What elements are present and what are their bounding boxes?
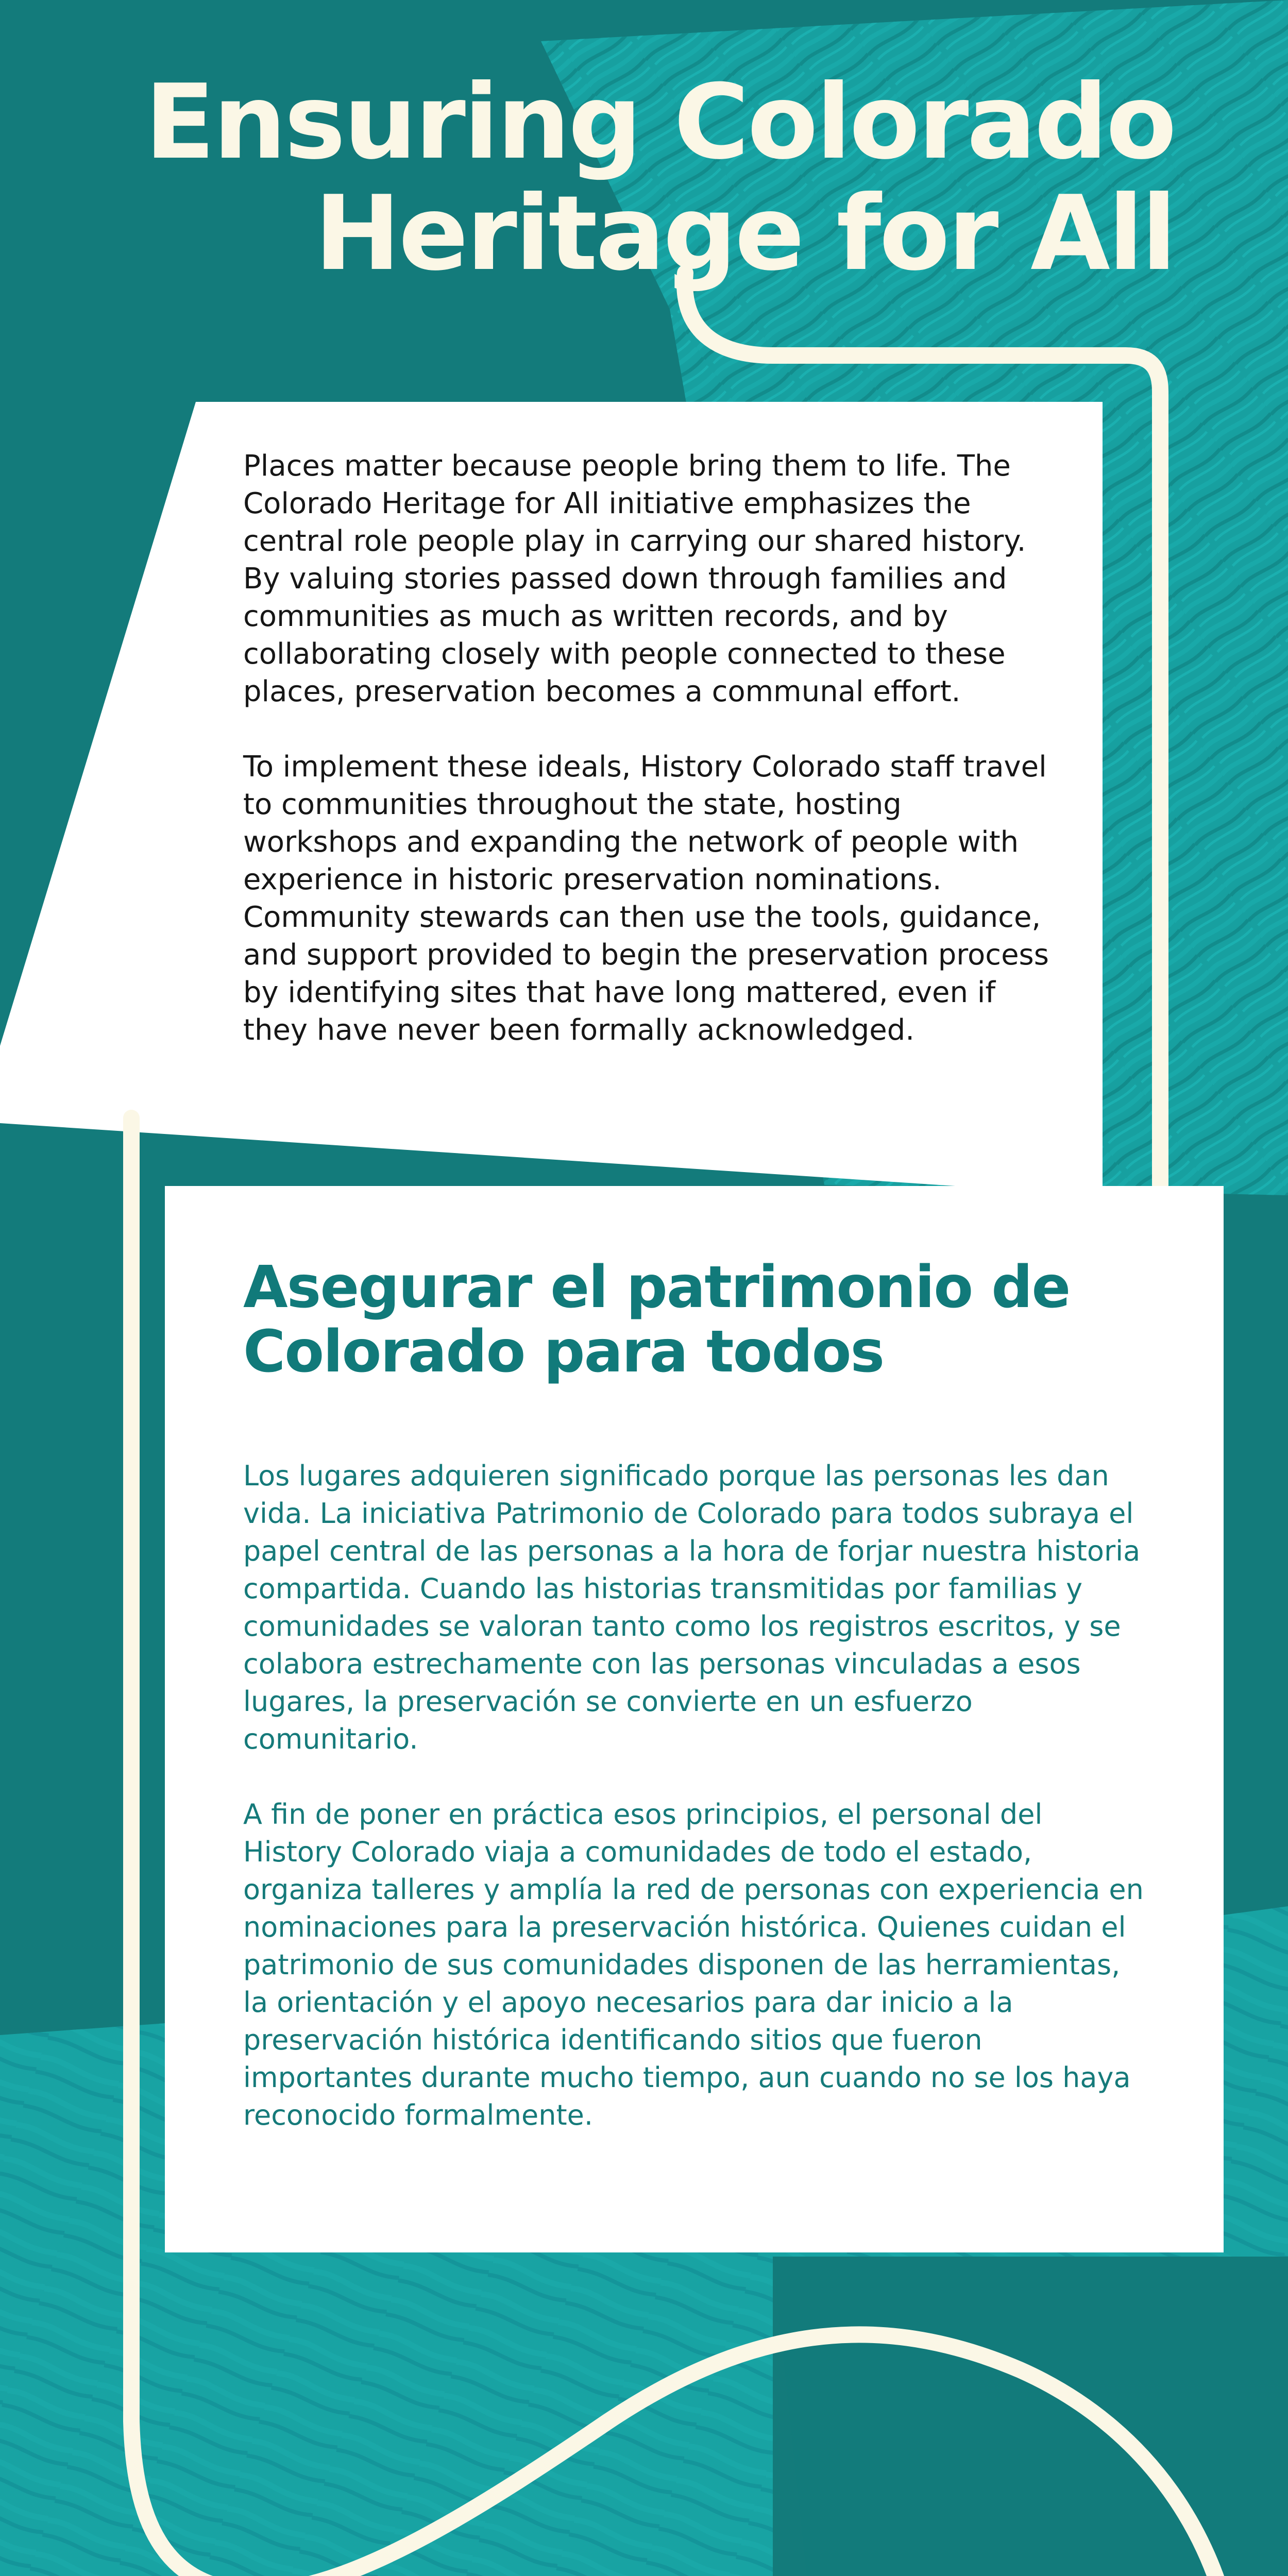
spanish-paragraph-2: A fin de poner en práctica esos principios, el personal del History Colorado viaja a comunidades de todo el estado, organiza talleres y amplía la red de personas con experiencia en nominaciones para la preservación histórica. Quienes cuidan el patrimonio de sus comunidades disponen de las herramientas, la orientación y el apoyo necesarios para dar inicio a la preservación histórica identificando sitios que fueron importantes durante mucho tiempo, aun cuando no se los haya reconocido formalmente.: [243, 1798, 1144, 2131]
spanish-heading-line-1: Asegurar el patrimonio de: [243, 1254, 1070, 1321]
spanish-text-block: [243, 1457, 1146, 2134]
english-text-block: [243, 447, 1057, 1087]
title-line-2: Heritage for All: [314, 174, 1175, 294]
main-title: [72, 62, 1175, 294]
english-paragraph-2: To implement these ideals, History Colorado staff travel to communities throughout the state, hosting workshops and expanding the network of people with experience in historic preservation nominations. Community stewards can then use the tools, guidance, and support provided to begin the preservation process by identifying sites that have long mattered, even if they have never been formally acknowledged.: [243, 750, 1049, 1047]
spanish-card: [165, 1186, 1224, 2252]
spanish-paragraph-1: Los lugares adquieren significado porque las personas les dan vida. La iniciativa Patrimonio de Colorado para todos subraya el papel central de las personas a la hora de forjar nuestra historia compartida. Cuando las historias transmitidas por familias y comunidades se valoran tanto como los registros escritos, y se colabora estrechamente con las personas vinculadas a esos lugares, la preservación se convierte en un esfuerzo comunitario.: [243, 1459, 1141, 1755]
spanish-heading: [243, 1256, 1119, 1385]
english-paragraph-1: Places matter because people bring them to life. The Colorado Heritage for All initiative emphasizes the central role people play in carrying our shared history. By valuing stories passed down through families and communities as much as written records, and by collaborating closely with people connected to these places, preservation becomes a communal effort.: [243, 449, 1026, 708]
title-line-1: Ensuring Colorado: [144, 62, 1175, 182]
spanish-heading-line-2: Colorado para todos: [243, 1318, 884, 1386]
